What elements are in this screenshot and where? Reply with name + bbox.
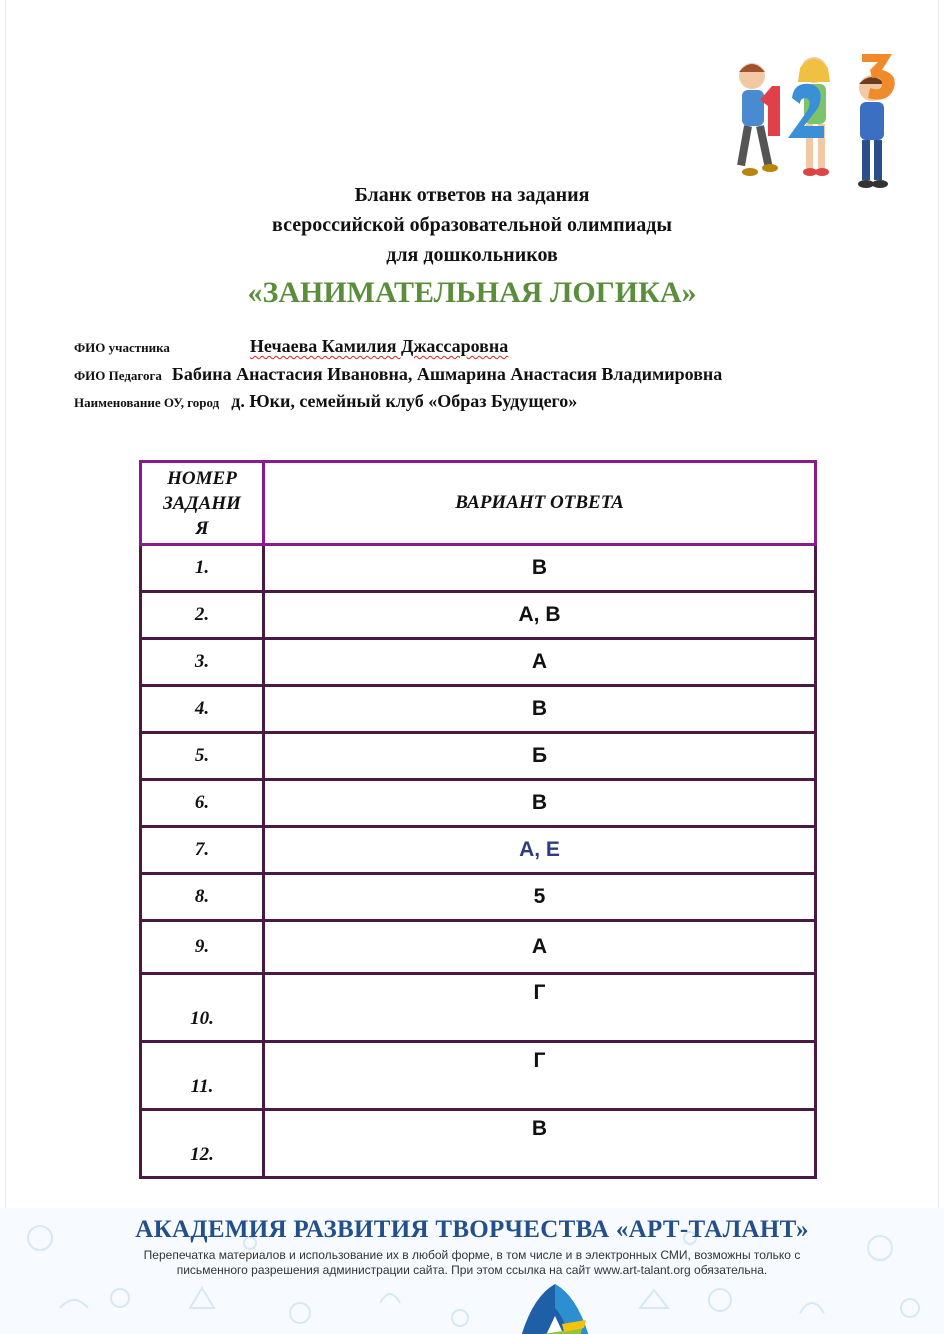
table-row (141, 874, 816, 921)
task-number: 12. (141, 1110, 264, 1178)
table-row (141, 1042, 816, 1110)
title-block (0, 180, 944, 312)
table-header-row (141, 462, 816, 545)
task-number: 4. (141, 686, 264, 733)
table-row (141, 686, 816, 733)
org-label: Наименование ОУ, город (74, 395, 220, 410)
table-row (141, 733, 816, 780)
answer-cell: В (264, 545, 816, 592)
table-row (141, 780, 816, 827)
answer-cell: 5 (264, 874, 816, 921)
answers-table (139, 460, 817, 1179)
task-number: 10. (141, 974, 264, 1042)
teacher-row (74, 364, 722, 385)
table-row (141, 545, 816, 592)
kids-numbers-illustration (722, 48, 902, 198)
teacher-label: ФИО Педагога (74, 368, 162, 383)
task-number: 11. (141, 1042, 264, 1110)
org-row (74, 391, 577, 412)
task-number: 5. (141, 733, 264, 780)
participant-value: Нечаева Камилия Джассаровна (249, 336, 509, 356)
notice-line: Перепечатка материалов и использование их в любой форме, в том числе и в электронных СМИ, возможны только с (143, 1248, 801, 1262)
answer-cell: А (264, 639, 816, 686)
answer-cell: В (264, 686, 816, 733)
notice-line: письменного разрешения администрации сайта. При этом ссылка на сайт www.art-talant.org обязательна. (176, 1263, 768, 1277)
col-task-number-header (141, 462, 264, 545)
task-number: 2. (141, 592, 264, 639)
copyright-notice (90, 1248, 854, 1278)
title-line-2: всероссийской образовательной олимпиады (272, 214, 672, 236)
answer-cell: А, Е (264, 827, 816, 874)
participant-label: ФИО участника (74, 340, 170, 355)
answer-cell: Б (264, 733, 816, 780)
table-row (141, 592, 816, 639)
answer-cell: А (264, 921, 816, 974)
answer-cell: В (264, 1110, 816, 1178)
task-number: 7. (141, 827, 264, 874)
title-line-1: Бланк ответов на задания (354, 184, 590, 206)
col1-header-line: НОМЕР (167, 467, 237, 489)
task-number: 1. (141, 545, 264, 592)
answer-cell: В (264, 780, 816, 827)
art-talant-logo-icon (510, 1278, 600, 1334)
answer-cell: Г (264, 974, 816, 1042)
participant-row (74, 336, 508, 357)
answer-cell: А, В (264, 592, 816, 639)
table-row (141, 639, 816, 686)
org-value: д. Юки, семейный клуб «Образ Будущего» (231, 391, 578, 411)
table-row (141, 1110, 816, 1178)
task-number: 9. (141, 921, 264, 974)
answer-cell: Г (264, 1042, 816, 1110)
table-row (141, 974, 816, 1042)
task-number: 3. (141, 639, 264, 686)
col1-header-line: Я (195, 517, 209, 539)
table-row (141, 921, 816, 974)
title-line-3: для дошкольников (386, 244, 558, 266)
task-number: 8. (141, 874, 264, 921)
footer (0, 1208, 944, 1334)
task-number: 6. (141, 780, 264, 827)
academy-name: АКАДЕМИЯ РАЗВИТИЯ ТВОРЧЕСТВА «АРТ-ТАЛАНТ» (135, 1216, 809, 1243)
table-row (141, 827, 816, 874)
col-answer-header: ВАРИАНТ ОТВЕТА (264, 462, 816, 545)
teacher-value: Бабина Анастасия Ивановна, Ашмарина Анастасия Владимировна (171, 364, 723, 384)
col1-header-line: ЗАДАНИ (163, 492, 241, 514)
olympiad-name: «ЗАНИМАТЕЛЬНАЯ ЛОГИКА» (247, 276, 697, 309)
